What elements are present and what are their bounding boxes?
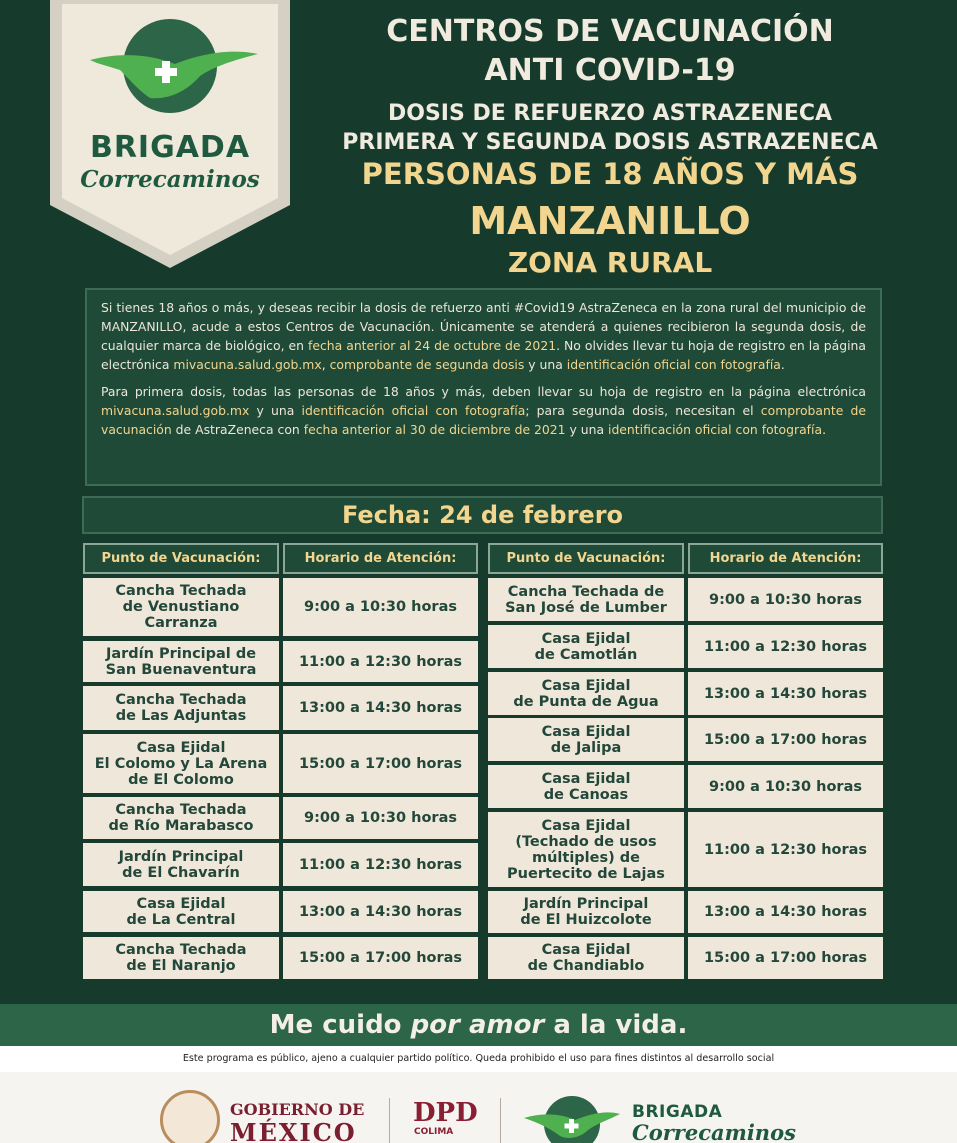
left-place-cell [83,843,279,886]
highlight-text: mivacuna.salud.gob.mx [101,403,250,418]
mexico-seal-icon [160,1090,220,1143]
place-name-line: El Colomo y La Arena [94,755,268,772]
place-name-line: de La Central [126,911,236,928]
left-time-header: Horario de Atención: [283,543,478,574]
right-place-cell [488,937,684,979]
place-name-line: Jardín Principal de [105,645,257,662]
zone-heading: ZONA RURAL [507,246,713,279]
place-name-line: Casa Ejidal [136,739,226,756]
highlight-text: mivacuna.salud.gob.mx [173,357,322,372]
title-line-2: ANTI COVID-19 [484,53,736,88]
right-time-cell: 13:00 a 14:30 horas [688,891,883,933]
place-name-line: de El Naranjo [126,958,236,974]
right-time-cell: 9:00 a 10:30 horas [688,765,883,808]
highlight-text: identificación oficial con fotografía [301,403,526,418]
right-time-cell: 15:00 a 17:00 horas [688,718,883,761]
dpd-colima-text: COLIMA [414,1127,454,1137]
place-name-line: de Jalipa [550,739,622,756]
right-time-cell: 13:00 a 14:30 horas [688,672,883,715]
highlight-text: identificación oficial con fotografía [566,357,781,372]
place-name-line: Carranza [144,615,218,631]
place-name-line: Puertecito de Lajas [507,865,665,882]
right-place-header: Punto de Vacunación: [488,543,684,574]
info-text: y una [565,422,608,437]
title-line-1: CENTROS DE VACUNACIÓN [386,14,834,49]
footer-correcaminos-text: Correcaminos [632,1120,796,1143]
highlight-text: fecha anterior al 24 de octubre de 2021 [307,338,557,353]
place-name-line: de Chandiablo [527,958,645,974]
right-time-cell: 11:00 a 12:30 horas [688,812,883,887]
place-name-line: San José de Lumber [505,599,667,616]
slogan-bar [0,1004,957,1046]
place-name-line: de El Colomo [128,771,234,788]
info-box [85,288,882,486]
left-time-cell: 9:00 a 10:30 horas [283,578,478,636]
date-banner: Fecha: 24 de febrero [82,496,883,534]
left-time-cell: 13:00 a 14:30 horas [283,891,478,932]
info-text: , [321,357,330,372]
left-place-cell [83,797,279,839]
brigada-shield-logo [50,0,290,268]
place-name-line: de Punta de Agua [513,693,659,710]
place-name-line: de El Chavarín [122,864,240,881]
place-name-line: Casa Ejidal [541,942,631,958]
place-name-line: Jardín Principal [523,896,649,912]
place-name-line: de Venustiano [122,599,240,615]
gobierno-line-2: MÉXICO [230,1118,357,1143]
roadrunner-logo-icon [520,1090,624,1143]
right-place-cell [488,718,684,761]
info-text: y una [249,403,302,418]
info-text: . No olvides llevar tu hoja de registro en la página electrónica [101,338,866,372]
highlight-text: comprobante de segunda dosis [329,357,525,372]
right-time-cell: 15:00 a 17:00 horas [688,937,883,979]
left-place-cell [83,937,279,979]
info-text: Para primera dosis, todas las personas de 18 años y más, deben llevar su hoja de registro en la página electrónica [101,384,866,399]
right-place-cell [488,625,684,668]
right-place-cell [488,765,684,808]
right-place-cell [488,672,684,715]
place-name-line: Casa Ejidal [541,677,631,694]
audience-heading: PERSONAS DE 18 AÑOS Y MÁS [361,157,859,191]
right-place-cell [488,891,684,933]
place-name-line: Casa Ejidal [541,723,631,740]
left-time-cell: 11:00 a 12:30 horas [283,641,478,682]
place-name-line: múltiples) de [531,849,640,866]
left-place-cell [83,686,279,730]
logo-correcaminos-text: Correcaminos [80,166,260,193]
place-name-line: Cancha Techada [115,692,247,708]
info-text: ; para segunda dosis, necesitan el [525,403,761,418]
place-name-line: (Techado de usos [515,833,657,850]
place-name-line: Jardín Principal [118,848,244,865]
municipality-heading: MANZANILLO [469,199,751,243]
subtitle-line-2: PRIMERA Y SEGUNDA DOSIS ASTRAZENECA [342,130,878,155]
left-time-cell: 9:00 a 10:30 horas [283,797,478,839]
left-place-cell [83,641,279,682]
place-name-line: Casa Ejidal [541,817,631,834]
info-text: . [780,357,785,372]
place-name-line: de El Huizcolote [520,912,652,928]
left-place-header: Punto de Vacunación: [83,543,279,574]
left-place-cell [83,734,279,793]
place-name-line: Cancha Techada [115,583,247,599]
info-paragraph-2 [101,382,866,439]
legal-disclaimer: Este programa es público, ajeno a cualquier partido político. Queda prohibido el uso para fines distintos al desarrollo social [0,1046,957,1072]
footer-brigada-text: BRIGADA [632,1102,723,1122]
right-time-cell: 11:00 a 12:30 horas [688,625,883,668]
info-text: y una [524,357,567,372]
footer-logos [0,1072,957,1143]
left-time-cell: 15:00 a 17:00 horas [283,734,478,793]
place-name-line: San Buenaventura [105,661,257,678]
left-time-cell: 15:00 a 17:00 horas [283,937,478,979]
place-name-line: Cancha Techada [115,942,247,958]
left-time-cell: 11:00 a 12:30 horas [283,843,478,886]
info-text: Si tienes 18 años o más, y deseas recibir la dosis de refuerzo anti #Covid19 AstraZeneca en la zona rural del municipio de MANZANILLO, acude a estos Centros de Vacunación. Únicamente se atenderá a quienes recibieron la segunda dosis, de cualquier marca de biológico, en [101,300,866,353]
info-paragraph-1 [101,298,866,374]
place-name-line: Cancha Techada [115,802,247,818]
slogan-part-3: a la vida. [544,1010,688,1040]
info-text: de AstraZeneca con [171,422,304,437]
place-name-line: Cancha Techada de [507,583,665,600]
place-name-line: de Canoas [543,786,629,803]
place-name-line: Casa Ejidal [541,630,631,647]
place-name-line: Casa Ejidal [136,895,226,912]
right-time-header: Horario de Atención: [688,543,883,574]
logo-brigada-text: BRIGADA [89,130,251,165]
slogan-part-2: por amor [410,1010,545,1040]
right-time-cell: 9:00 a 10:30 horas [688,578,883,621]
footer-divider [500,1098,501,1143]
highlight-text: identificación oficial con fotografía [608,422,823,437]
info-text: . [822,422,827,437]
highlight-text: comprobante de vacunación [101,403,866,437]
gobierno-line-1: GOBIERNO DE [230,1100,365,1119]
dpd-logo: DPD [413,1098,478,1128]
highlight-text: fecha anterior al 30 de diciembre de 2021 [303,422,566,437]
right-place-cell [488,812,684,887]
place-name-line: Casa Ejidal [541,770,631,787]
place-name-line: de Camotlán [534,646,638,663]
right-place-cell [488,578,684,621]
left-time-cell: 13:00 a 14:30 horas [283,686,478,730]
footer-divider [389,1098,390,1143]
slogan-part-1: Me cuido [269,1010,411,1040]
place-name-line: de Río Marabasco [108,818,254,834]
subtitle-line-1: DOSIS DE REFUERZO ASTRAZENECA [387,101,833,126]
place-name-line: de Las Adjuntas [115,708,247,724]
left-place-cell [83,578,279,636]
left-place-cell [83,891,279,932]
